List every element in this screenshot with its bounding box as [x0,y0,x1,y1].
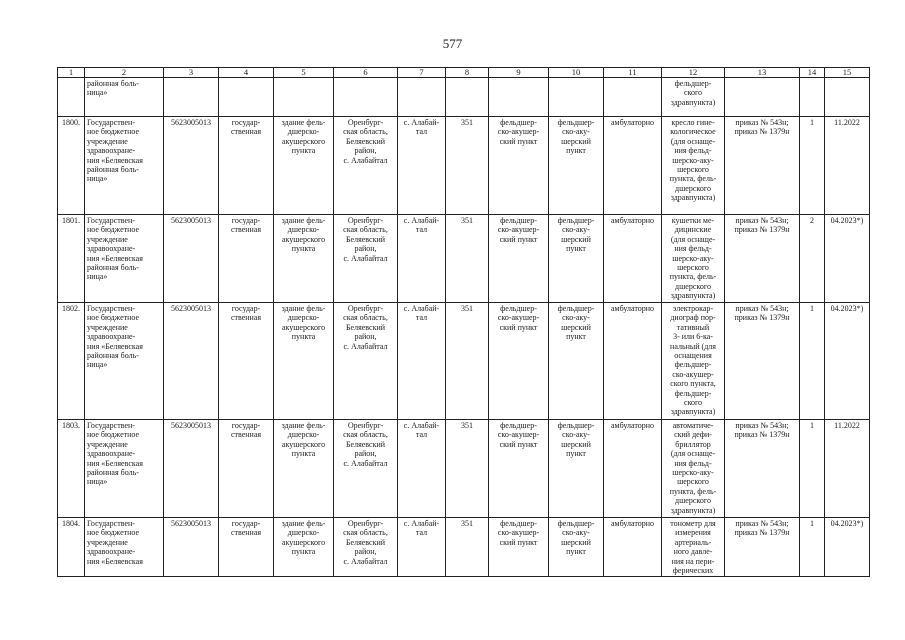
ownership: государ- ственная [219,117,274,215]
row-number: 1803. [58,420,85,518]
order: приказ № 543н; приказ № 1379н [725,117,800,215]
table-row [58,420,870,518]
unit-name: фельдшер- ско-аку- шерский пункт [549,518,604,577]
unit-name: фельдшер- ско-аку- шерский пункт [549,215,604,303]
header-cell: 5 [274,68,334,78]
equipment: электрокар- диограф пор- тативный 3- или 6-ка- нальный (для оснащения фельдшер- ско-акушер- ского пункта, фельдшер- ского здравпункта) [662,303,725,420]
quantity: 2 [800,215,825,303]
order: приказ № 543н; приказ № 1379н [725,215,800,303]
ownership: государ- ственная [219,215,274,303]
header-cell: 14 [800,68,825,78]
header-cell: 11 [604,68,662,78]
header-cell: 3 [164,68,219,78]
header-cell: 10 [549,68,604,78]
building: здание фель- дшерско- акушерского пункта [274,518,334,577]
row-number: 1800. [58,117,85,215]
unit-type: фельдшер- ско-акушер- ский пункт [489,303,549,420]
order: приказ № 543н; приказ № 1379н [725,518,800,577]
unit-name: фельдшер- ско-аку- шерский пункт [549,303,604,420]
code: 351 [446,518,489,577]
column-number-row [58,68,870,78]
header-cell: 7 [398,68,446,78]
organization: Государствен- ное бюджетное учреждение здравоохране- ния «Беляевская районная боль- ница» [85,420,164,518]
code: 351 [446,117,489,215]
equipment: кресло гине- кологическое (для оснаще- ния фельд- шерско-аку- шерского пункта, фель- дшерского здравпункта) [662,117,725,215]
building: здание фель- дшерско- акушерского пункта [274,117,334,215]
unit-type: фельдшер- ско-акушер- ский пункт [489,420,549,518]
date: 11.2022 [825,420,870,518]
locality: с. Алабай- тал [398,303,446,420]
unit-name: фельдшер- ско-аку- шерский пункт [549,420,604,518]
row-number: 1802. [58,303,85,420]
header-cell: 12 [662,68,725,78]
header-cell: 4 [219,68,274,78]
region: Оренбург- ская область, Беляевский район, с. Алабайтал [334,518,398,577]
inn: 5623005013 [164,518,219,577]
equipment: автоматиче- ский дефи- бриллятор (для оснаще- ния фельд- шерско-аку- шерского пункта, фель- дшерского здравпункта) [662,420,725,518]
ownership: государ- ственная [219,420,274,518]
organization: Государствен- ное бюджетное учреждение здравоохране- ния «Беляевская [85,518,164,577]
inn: 5623005013 [164,420,219,518]
date: 04.2023*) [825,215,870,303]
building: здание фель- дшерско- акушерского пункта [274,215,334,303]
care-type: амбулаторно [604,303,662,420]
code: 351 [446,420,489,518]
quantity: 1 [800,420,825,518]
table-row [58,215,870,303]
building: здание фель- дшерско- акушерского пункта [274,420,334,518]
date: 11.2022 [825,117,870,215]
quantity: 1 [800,518,825,577]
locality: с. Алабай- тал [398,518,446,577]
unit-type: фельдшер- ско-акушер- ский пункт [489,518,549,577]
care-type: амбулаторно [604,117,662,215]
code: 351 [446,215,489,303]
row-number: 1801. [58,215,85,303]
quantity: 1 [800,117,825,215]
equipment-table [57,67,870,577]
header-cell: 2 [85,68,164,78]
header-cell: 15 [825,68,870,78]
building: здание фель- дшерско- акушерского пункта [274,303,334,420]
continued-organization: районная боль- ница» [85,78,164,117]
inn: 5623005013 [164,215,219,303]
order: приказ № 543н; приказ № 1379н [725,420,800,518]
care-type: амбулаторно [604,215,662,303]
organization: Государствен- ное бюджетное учреждение здравоохране- ния «Беляевская районная боль- ница» [85,303,164,420]
table-row [58,303,870,420]
table-row [58,518,870,577]
continued-equipment: фельдшер- ского здравпункта) [662,78,725,117]
equipment: тонометр для измерения артериаль- ного давле- ния на пери- ферических [662,518,725,577]
locality: с. Алабай- тал [398,117,446,215]
region: Оренбург- ская область, Беляевский район, с. Алабайтал [334,215,398,303]
inn: 5623005013 [164,117,219,215]
unit-type: фельдшер- ско-акушер- ский пункт [489,117,549,215]
locality: с. Алабай- тал [398,215,446,303]
unit-name: фельдшер- ско-аку- шерский пункт [549,117,604,215]
quantity: 1 [800,303,825,420]
table-row [58,117,870,215]
row-number: 1804. [58,518,85,577]
organization: Государствен- ное бюджетное учреждение здравоохране- ния «Беляевская районная боль- ница» [85,117,164,215]
care-type: амбулаторно [604,518,662,577]
code: 351 [446,303,489,420]
organization: Государствен- ное бюджетное учреждение здравоохране- ния «Беляевская районная боль- ница» [85,215,164,303]
header-cell: 1 [58,68,85,78]
continuation-row [58,78,870,117]
header-cell: 13 [725,68,800,78]
header-cell: 8 [446,68,489,78]
unit-type: фельдшер- ско-акушер- ский пункт [489,215,549,303]
date: 04.2023*) [825,518,870,577]
date: 04.2023*) [825,303,870,420]
page-number: 577 [442,36,463,51]
locality: с. Алабай- тал [398,420,446,518]
region: Оренбург- ская область, Беляевский район, с. Алабайтал [334,117,398,215]
equipment: кушетки ме- дицинские (для оснаще- ния фельд- шерско-аку- шерского пункта, фель- дшерского здравпункта) [662,215,725,303]
order: приказ № 543н; приказ № 1379н [725,303,800,420]
care-type: амбулаторно [604,420,662,518]
header-cell: 9 [489,68,549,78]
header-cell: 6 [334,68,398,78]
inn: 5623005013 [164,303,219,420]
region: Оренбург- ская область, Беляевский район, с. Алабайтал [334,420,398,518]
region: Оренбург- ская область, Беляевский район, с. Алабайтал [334,303,398,420]
ownership: государ- ственная [219,518,274,577]
ownership: государ- ственная [219,303,274,420]
